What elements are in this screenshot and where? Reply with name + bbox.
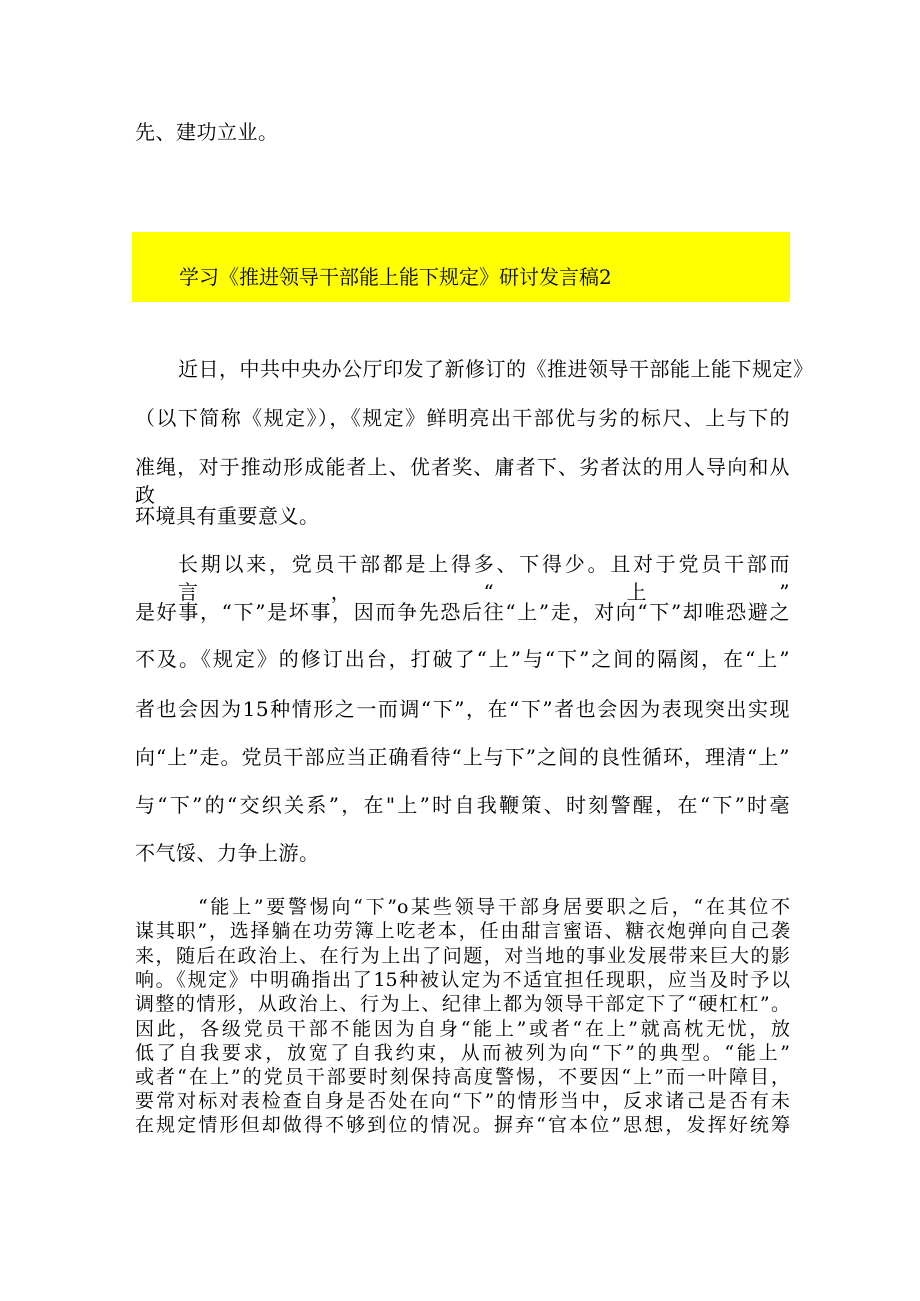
paragraph-3-line: 在规定情形但却做得不够到位的情况。摒弃“官本位”思想，发挥好统筹	[135, 1114, 790, 1136]
intro-fragment: 先、建功立业。	[135, 120, 279, 144]
paragraph-3-line: 因此，各级党员干部不能因为自身“能上”或者“在上”就高枕无忧，放	[135, 1018, 790, 1040]
paragraph-3-line: “能上”要警惕向“下”o某些领导干部身居要职之后，“在其位不	[198, 896, 790, 918]
paragraph-2-line: 不气馁、力争上游。	[135, 841, 320, 865]
paragraph-2-line: 向“上”走。党员干部应当正确看待“上与下”之间的良性循环，理清“上”	[135, 745, 790, 769]
paragraph-3-line: 来，随后在政治上、在行为上出了问题，对当地的事业发展带来巨大的影	[135, 945, 790, 967]
paragraph-2-line: 是好事，“下”是坏事，因而争先恐后往“上”走，对向“下”却唯恐避之	[135, 600, 790, 624]
document-heading: 学习《推进领导干部能上能下规定》研讨发言稿2	[179, 265, 612, 289]
paragraph-1-line: 准绳，对于推动形成能者上、优者奖、庸者下、劣者汰的用人导向和从政	[135, 455, 790, 507]
paragraph-2-line: 与“下”的“交织关系”，在"上”时自我鞭策、时刻警醒，在“下”时毫	[135, 793, 790, 817]
paragraph-3-line: 调整的情形，从政治上、行为上、纪律上都为领导干部定下了“硬杠杠”。	[135, 993, 790, 1015]
paragraph-3-line: 响。《规定》中明确指出了15种被认定为不适宜担任现职，应当及时予以	[135, 969, 790, 991]
heading-highlight	[132, 232, 790, 302]
paragraph-2-line: 长期以来，党员干部都是上得多、下得少。且对于党员干部而言，“上”	[178, 552, 790, 604]
paragraph-1-line: 环境具有重要意义。	[135, 504, 320, 528]
paragraph-2-line: 不及。《规定》的修订出台，打破了“上”与“下”之间的隔阂，在“上”	[135, 647, 790, 671]
paragraph-2-line: 者也会因为15种情形之一而调“下”，在“下”者也会因为表现突出实现	[135, 697, 790, 721]
paragraph-3-line: 或者“在上”的党员干部要时刻保持高度警惕，不要因“上”而一叶障目，	[135, 1066, 790, 1088]
paragraph-1-line: 近日，中共中央办公厅印发了新修订的《推进领导干部能上能下规定》	[178, 357, 814, 381]
paragraph-3-line: 低了自我要求，放宽了自我约束，从而被列为向“下”的典型。“能上”	[135, 1042, 790, 1064]
paragraph-3-line: 谋其职”，选择躺在功劳簿上吃老本，任由甜言蜜语、糖衣炮弹向自己袭	[135, 920, 790, 942]
paragraph-3-line: 要常对标对表检查自身是否处在向“下”的情形当中，反求诸己是否有未	[135, 1090, 790, 1112]
paragraph-1-line: （以下简称《规定》），《规定》鲜明亮出干部优与劣的标尺、上与下的	[135, 406, 790, 430]
